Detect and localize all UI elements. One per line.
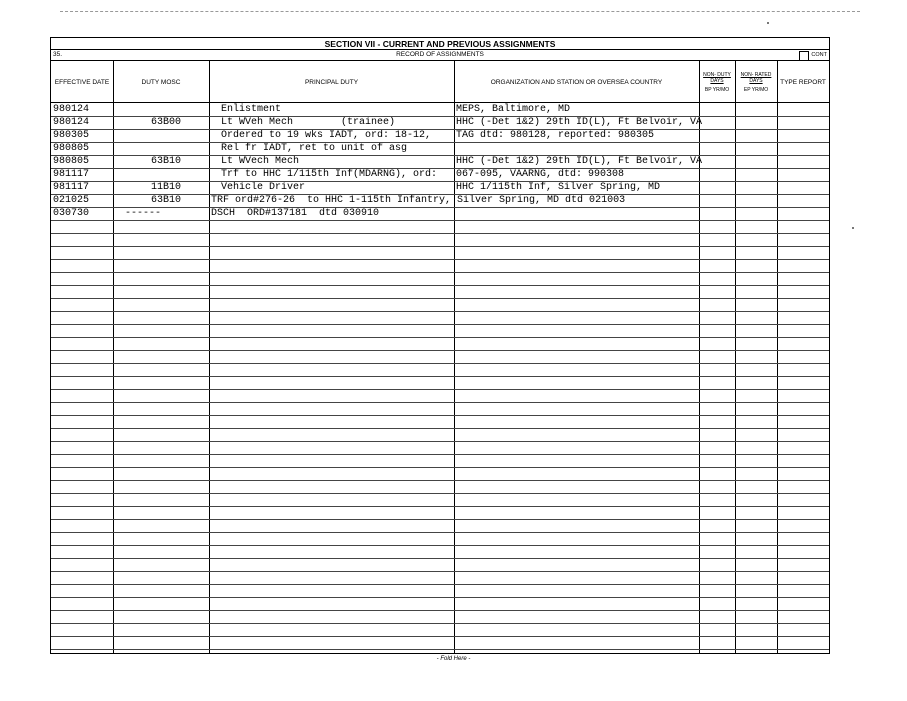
table-row	[51, 155, 829, 168]
row-rule	[51, 532, 829, 533]
row-rule	[51, 298, 829, 299]
column-header-row	[51, 61, 829, 103]
item-number: 35.	[53, 51, 63, 58]
effective-date-cell: 980124	[53, 104, 90, 115]
row-rule	[51, 428, 829, 429]
table-row	[51, 116, 829, 129]
organization-cell: MEPS, Baltimore, MD	[456, 104, 571, 115]
record-title-row	[51, 50, 829, 61]
table-row	[51, 129, 829, 142]
row-rule	[51, 194, 829, 195]
header-type-report: TYPE REPORT	[780, 78, 826, 86]
effective-date-cell: 981117	[53, 182, 90, 193]
row-rule	[51, 558, 829, 559]
organization-cell: TAG dtd: 980128, reported: 980305	[456, 130, 655, 141]
row-rule	[51, 363, 829, 364]
assignments-form	[50, 37, 830, 654]
organization-cell: HHC 1/115th Inf, Silver Spring, MD	[456, 182, 661, 193]
row-rule	[51, 168, 829, 169]
principal-duty-cell: Ordered to 19 wks IADT, ord: 18-12,	[221, 130, 432, 141]
header-organization: ORGANIZATION AND STATION OR OVERSEA COUNTRY	[490, 78, 663, 86]
duty-mosc-cell: 63B10	[151, 156, 182, 167]
row-rule	[51, 571, 829, 572]
row-rule	[51, 207, 829, 208]
row-rule	[51, 246, 829, 247]
assignments-table-body	[51, 103, 829, 653]
effective-date-cell: 980124	[53, 117, 90, 128]
row-rule	[51, 480, 829, 481]
row-rule	[51, 454, 829, 455]
row-rule	[51, 623, 829, 624]
cont-label: CONT	[811, 52, 827, 58]
non-duty-days-label: NON- DUTY DAYS	[703, 71, 731, 84]
row-rule	[51, 337, 829, 338]
table-row	[51, 168, 829, 181]
row-rule	[51, 467, 829, 468]
header-effective-date: EFFECTIVE DATE	[54, 78, 110, 86]
row-rule	[51, 402, 829, 403]
row-rule	[51, 220, 829, 221]
row-rule	[51, 233, 829, 234]
header-non-duty-days	[699, 61, 735, 103]
row-rule	[51, 389, 829, 390]
row-rule	[51, 155, 829, 156]
row-rule	[51, 129, 829, 130]
non-rated-days-sub: EP YR/MO	[743, 86, 769, 93]
header-non-rated-days	[735, 61, 777, 103]
table-row	[51, 194, 829, 207]
table-row	[51, 142, 829, 155]
effective-date-cell: 980305	[53, 130, 90, 141]
record-title: RECORD OF ASSIGNMENTS	[396, 51, 484, 58]
row-rule	[51, 610, 829, 611]
row-rule	[51, 311, 829, 312]
row-rule	[51, 519, 829, 520]
effective-date-cell: 021025	[53, 195, 90, 206]
row-rule	[51, 506, 829, 507]
row-rule	[51, 493, 829, 494]
duty-mosc-cell	[151, 129, 209, 142]
non-rated-days-label: NON- RATED DAYS	[740, 71, 772, 84]
principal-duty-cell: Vehicle Driver	[221, 182, 306, 193]
effective-date-cell: 980805	[53, 143, 90, 154]
principal-duty-cell: Trf to HHC 1/115th Inf(MDARNG), ord:	[221, 169, 438, 180]
header-principal-duty: PRINCIPAL DUTY	[304, 78, 359, 86]
duty-mosc-cell: 63B00	[151, 117, 182, 128]
duty-mosc-cell	[151, 168, 209, 181]
stray-mark	[852, 227, 854, 229]
principal-duty-cell: Rel fr IADT, ret to unit of asg	[221, 143, 408, 154]
duty-mosc-cell	[151, 103, 209, 116]
duty-mosc-cell	[151, 142, 209, 155]
row-rule	[51, 285, 829, 286]
row-rule	[51, 649, 829, 650]
principal-duty-cell: TRF ord#276-26 to HHC 1-115th Infantry, Silver Spring, MD dtd 021003	[211, 195, 626, 206]
table-row	[51, 207, 829, 220]
row-rule	[51, 376, 829, 377]
row-rule	[51, 415, 829, 416]
stray-mark	[767, 22, 769, 24]
principal-duty-cell: Lt WVech Mech	[221, 156, 300, 167]
row-rule	[51, 142, 829, 143]
effective-date-cell: 030730	[53, 208, 90, 219]
row-rule	[51, 116, 829, 117]
organization-cell: 067-095, VAARNG, dtd: 990308	[456, 169, 625, 180]
table-row	[51, 103, 829, 116]
organization-cell: HHC (-Det 1&2) 29th ID(L), Ft Belvoir, VA	[456, 156, 703, 167]
row-rule	[51, 597, 829, 598]
row-rule	[51, 181, 829, 182]
principal-duty-cell: DSCH ORD#137181 dtd 030910	[211, 208, 380, 219]
row-rule	[51, 545, 829, 546]
non-duty-days-sub: BP YR/MO	[704, 86, 730, 93]
row-rule	[51, 272, 829, 273]
header-duty-mosc: DUTY MOSC	[141, 78, 181, 86]
effective-date-cell: 981117	[53, 169, 90, 180]
row-rule	[51, 259, 829, 260]
duty-mosc-cell: 11B10	[151, 182, 182, 193]
row-rule	[51, 441, 829, 442]
duty-mosc-cell: ------	[125, 208, 162, 219]
fold-here-label: - Fold Here -	[436, 656, 471, 662]
cont-checkbox[interactable]	[799, 51, 809, 61]
row-rule	[51, 584, 829, 585]
effective-date-cell: 980805	[53, 156, 90, 167]
row-rule	[51, 324, 829, 325]
table-row	[51, 181, 829, 194]
organization-cell: HHC (-Det 1&2) 29th ID(L), Ft Belvoir, VA	[456, 117, 703, 128]
top-edge-rule	[60, 11, 860, 12]
row-rule	[51, 350, 829, 351]
principal-duty-cell: Enlistment	[221, 104, 282, 115]
duty-mosc-cell: 63B10	[151, 195, 182, 206]
principal-duty-cell: Lt WVeh Mech (trainee)	[221, 117, 396, 128]
row-rule	[51, 636, 829, 637]
section-title: SECTION VII - CURRENT AND PREVIOUS ASSIGNMENTS	[51, 38, 829, 50]
